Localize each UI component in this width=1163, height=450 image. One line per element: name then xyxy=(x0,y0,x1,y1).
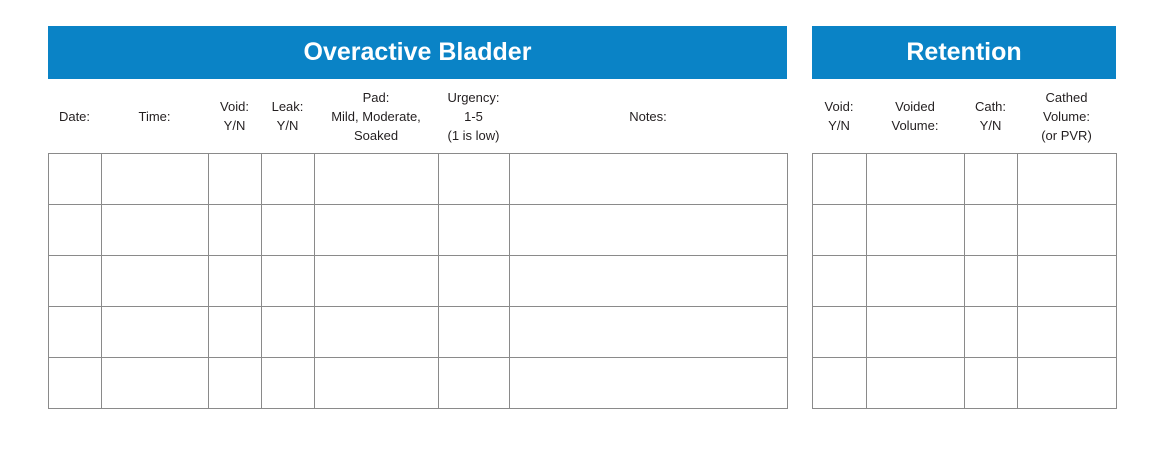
retention-row xyxy=(813,154,1117,205)
overactive-bladder-entry-cell[interactable] xyxy=(209,205,262,256)
retention-entry-cell[interactable] xyxy=(867,358,965,409)
retention-entry-cell[interactable] xyxy=(1018,154,1117,205)
retention-row xyxy=(813,256,1117,307)
column-header-leak: Leak: Y/N xyxy=(271,99,304,133)
overactive-bladder-row xyxy=(49,205,788,256)
retention-entry-cell[interactable] xyxy=(813,256,867,307)
retention-entry-cell[interactable] xyxy=(965,256,1018,307)
overactive-bladder-title: Overactive Bladder xyxy=(48,26,787,79)
overactive-bladder-entry-cell[interactable] xyxy=(439,358,510,409)
retention-row xyxy=(813,358,1117,409)
overactive-bladder-log-grid xyxy=(48,153,788,409)
retention-entry-cell[interactable] xyxy=(867,307,965,358)
retention-entry-cell[interactable] xyxy=(867,205,965,256)
overactive-bladder-entry-cell[interactable] xyxy=(49,154,102,205)
overactive-bladder-entry-cell[interactable] xyxy=(510,358,788,409)
overactive-bladder-entry-cell[interactable] xyxy=(209,256,262,307)
overactive-bladder-entry-cell[interactable] xyxy=(102,205,209,256)
overactive-bladder-entry-cell[interactable] xyxy=(209,358,262,409)
retention-entry-cell[interactable] xyxy=(965,205,1018,256)
retention-section xyxy=(812,26,1116,409)
overactive-bladder-entry-cell[interactable] xyxy=(49,358,102,409)
retention-log-grid xyxy=(812,153,1117,409)
overactive-bladder-row xyxy=(49,256,788,307)
overactive-bladder-entry-cell[interactable] xyxy=(102,358,209,409)
retention-entry-cell[interactable] xyxy=(813,154,867,205)
retention-entry-cell[interactable] xyxy=(867,256,965,307)
retention-entry-cell[interactable] xyxy=(965,154,1018,205)
retention-entry-cell[interactable] xyxy=(1018,256,1117,307)
overactive-bladder-header-row xyxy=(48,79,787,153)
overactive-bladder-entry-cell[interactable] xyxy=(510,307,788,358)
column-header-notes: Notes: xyxy=(629,108,667,124)
column-header-date: Date: xyxy=(58,108,91,124)
overactive-bladder-entry-cell[interactable] xyxy=(315,154,439,205)
column-header-pad: Pad: Mild, Moderate, Soaked xyxy=(331,89,421,143)
overactive-bladder-entry-cell[interactable] xyxy=(439,154,510,205)
overactive-bladder-entry-cell[interactable] xyxy=(439,307,510,358)
overactive-bladder-entry-cell[interactable] xyxy=(49,205,102,256)
column-header-void: Void: Y/N xyxy=(220,99,249,133)
overactive-bladder-entry-cell[interactable] xyxy=(102,154,209,205)
overactive-bladder-entry-cell[interactable] xyxy=(262,205,315,256)
overactive-bladder-entry-cell[interactable] xyxy=(510,256,788,307)
overactive-bladder-entry-cell[interactable] xyxy=(49,307,102,358)
retention-entry-cell[interactable] xyxy=(1018,205,1117,256)
column-header-urgency: Urgency: 1-5 (1 is low) xyxy=(447,89,500,143)
overactive-bladder-entry-cell[interactable] xyxy=(102,256,209,307)
overactive-bladder-entry-cell[interactable] xyxy=(209,307,262,358)
column-header-voided-volume: Voided Volume: xyxy=(891,99,939,133)
overactive-bladder-entry-cell[interactable] xyxy=(262,358,315,409)
overactive-bladder-row xyxy=(49,154,788,205)
overactive-bladder-entry-cell[interactable] xyxy=(315,256,439,307)
overactive-bladder-row xyxy=(49,307,788,358)
retention-entry-cell[interactable] xyxy=(965,358,1018,409)
overactive-bladder-entry-cell[interactable] xyxy=(439,205,510,256)
overactive-bladder-entry-cell[interactable] xyxy=(262,154,315,205)
retention-entry-cell[interactable] xyxy=(1018,358,1117,409)
overactive-bladder-entry-cell[interactable] xyxy=(315,205,439,256)
overactive-bladder-entry-cell[interactable] xyxy=(262,307,315,358)
overactive-bladder-entry-cell[interactable] xyxy=(439,256,510,307)
retention-entry-cell[interactable] xyxy=(813,358,867,409)
retention-title: Retention xyxy=(812,26,1116,79)
overactive-bladder-entry-cell[interactable] xyxy=(49,256,102,307)
overactive-bladder-entry-cell[interactable] xyxy=(262,256,315,307)
retention-row xyxy=(813,205,1117,256)
retention-entry-cell[interactable] xyxy=(965,307,1018,358)
overactive-bladder-entry-cell[interactable] xyxy=(102,307,209,358)
overactive-bladder-section xyxy=(48,26,787,409)
column-header-cath: Cath: Y/N xyxy=(974,99,1007,133)
retention-entry-cell[interactable] xyxy=(813,307,867,358)
column-header-time: Time: xyxy=(138,108,171,124)
column-header-ret-void: Void: Y/N xyxy=(824,99,854,133)
column-header-cathed-volume: Cathed Volume: (or PVR) xyxy=(1041,89,1092,143)
retention-entry-cell[interactable] xyxy=(1018,307,1117,358)
overactive-bladder-entry-cell[interactable] xyxy=(315,358,439,409)
overactive-bladder-entry-cell[interactable] xyxy=(510,154,788,205)
retention-entry-cell[interactable] xyxy=(813,205,867,256)
overactive-bladder-entry-cell[interactable] xyxy=(510,205,788,256)
retention-header-row xyxy=(812,79,1116,153)
overactive-bladder-entry-cell[interactable] xyxy=(209,154,262,205)
overactive-bladder-row xyxy=(49,358,788,409)
overactive-bladder-entry-cell[interactable] xyxy=(315,307,439,358)
retention-row xyxy=(813,307,1117,358)
retention-entry-cell[interactable] xyxy=(867,154,965,205)
